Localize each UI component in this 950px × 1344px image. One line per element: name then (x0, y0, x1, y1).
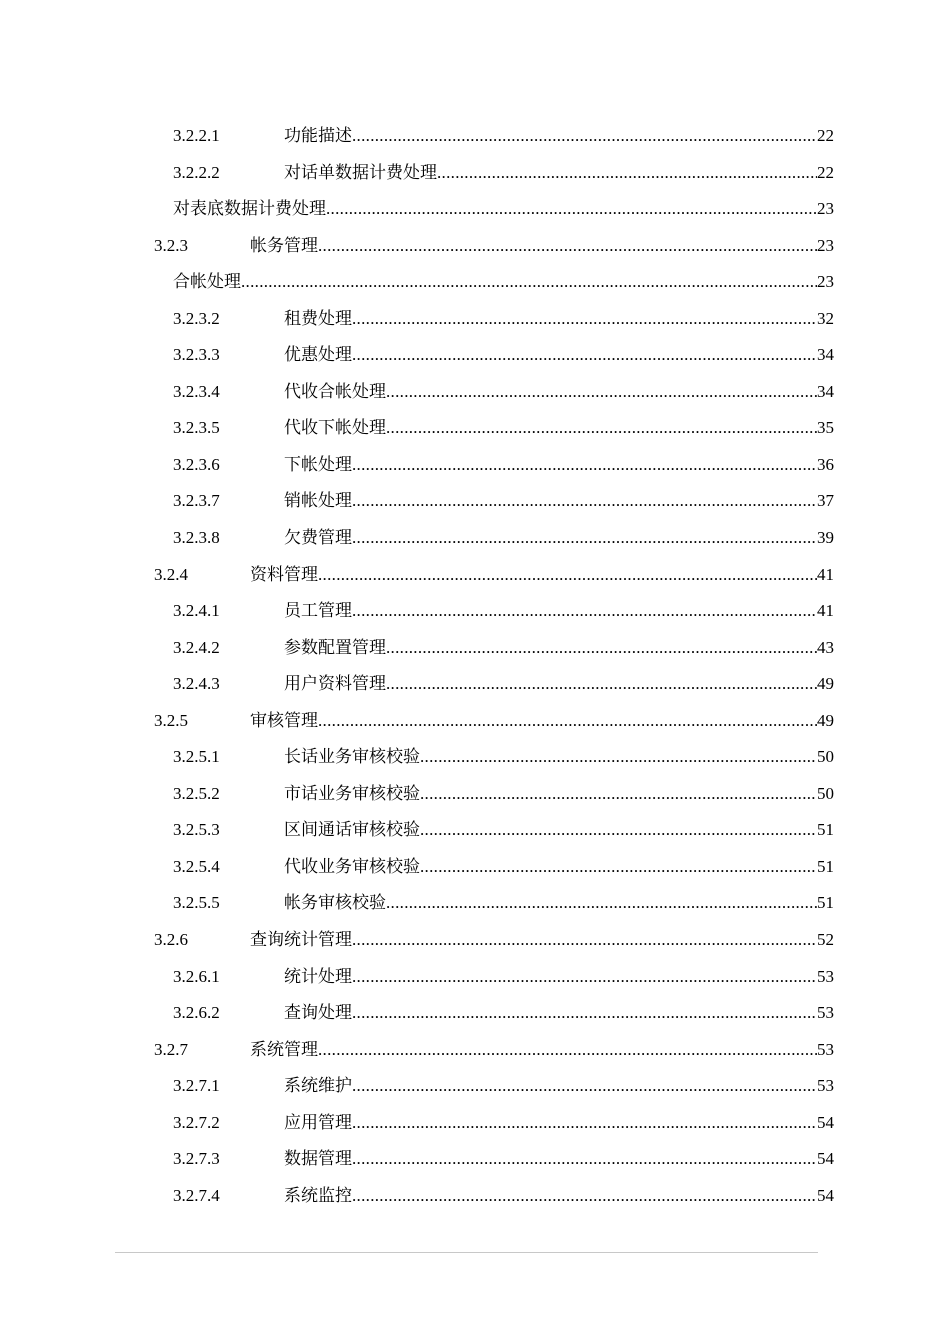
toc-leader-dots (352, 1141, 817, 1178)
toc-entry-page: 53 (817, 1003, 834, 1023)
toc-entry-page: 54 (817, 1112, 834, 1132)
toc-entry[interactable] (0, 1178, 950, 1215)
toc-leader-dots (352, 922, 817, 959)
toc-leader-dots (326, 191, 817, 228)
toc-entry-title: 系统维护 (284, 1076, 352, 1096)
toc-entry-page: 22 (817, 126, 834, 145)
toc-entry-page: 51 (817, 820, 834, 840)
toc-leader-dots (386, 666, 817, 703)
toc-entry-title: 统计处理 (284, 966, 352, 986)
toc-entry-page: 53 (817, 1039, 834, 1059)
toc-entry-title: 优惠处理 (284, 345, 352, 365)
toc-entry-title: 代收下帐处理 (284, 418, 386, 438)
toc-entry-title: 代收合帐处理 (284, 381, 386, 401)
toc-entry-page: 23 (817, 235, 834, 255)
toc-entry[interactable] (0, 922, 950, 959)
toc-entry[interactable] (0, 228, 950, 265)
toc-entry[interactable] (0, 337, 950, 374)
toc-entry-title: 查询处理 (284, 1003, 352, 1023)
toc-entry-title: 应用管理 (284, 1112, 352, 1132)
toc-leader-dots (352, 483, 817, 520)
toc-entry[interactable] (0, 155, 950, 192)
toc-entry-title: 欠费管理 (284, 528, 352, 548)
toc-leader-dots (318, 703, 817, 740)
toc-entry-title: 参数配置管理 (284, 637, 386, 657)
toc-entry[interactable] (0, 1032, 950, 1069)
footer-divider (115, 1252, 818, 1253)
toc-entry-number: 3.2.5.5 (173, 893, 220, 913)
toc-leader-dots (386, 630, 817, 667)
toc-entry-page: 32 (817, 308, 834, 328)
toc-leader-dots (352, 520, 817, 557)
toc-entry[interactable] (0, 191, 950, 228)
toc-entry-page: 39 (817, 528, 834, 548)
toc-entry[interactable] (0, 1141, 950, 1178)
toc-entry[interactable] (0, 849, 950, 886)
toc-entry[interactable] (0, 447, 950, 484)
toc-leader-dots (420, 849, 817, 886)
toc-entry-number: 3.2.7.3 (173, 1149, 220, 1169)
toc-entry-number: 3.2.5.4 (173, 856, 220, 876)
toc-entry-title: 用户资料管理 (284, 674, 386, 694)
toc-entry-number: 3.2.6.2 (173, 1003, 220, 1023)
toc-leader-dots (352, 118, 817, 155)
toc-entry[interactable] (0, 703, 950, 740)
toc-entry-title: 系统监控 (284, 1185, 352, 1205)
toc-entry[interactable] (0, 557, 950, 594)
toc-entry-number: 3.2.5 (154, 710, 188, 730)
toc-entry[interactable] (0, 995, 950, 1032)
toc-entry-title: 代收业务审核校验 (284, 856, 420, 876)
toc-entry-number: 3.2.6.1 (173, 966, 220, 986)
toc-leader-dots (420, 739, 817, 776)
toc-leader-dots (420, 776, 817, 813)
toc-entry-title: 对话单数据计费处理 (284, 162, 437, 182)
toc-entry-number: 3.2.3.3 (173, 345, 220, 365)
toc-leader-dots (352, 995, 817, 1032)
toc-entry-page: 34 (817, 381, 834, 401)
toc-entry-number: 3.2.5.1 (173, 747, 220, 767)
toc-entry-number: 3.2.3.5 (173, 418, 220, 438)
toc-entry[interactable] (0, 885, 950, 922)
toc-leader-dots (352, 447, 817, 484)
toc-entry-page: 49 (817, 674, 834, 694)
toc-entry[interactable] (0, 1068, 950, 1105)
toc-entry-page: 49 (817, 710, 834, 730)
toc-entry-number: 3.2.7 (154, 1039, 188, 1059)
toc-leader-dots (386, 374, 817, 411)
toc-leader-dots (420, 812, 817, 849)
table-of-contents (0, 118, 950, 1214)
toc-entry-page: 54 (817, 1149, 834, 1169)
toc-entry-title: 市话业务审核校验 (284, 783, 420, 803)
toc-leader-dots (318, 557, 817, 594)
toc-entry-title: 查询统计管理 (250, 930, 352, 950)
toc-entry-page: 36 (817, 454, 834, 474)
toc-entry-title: 帐务管理 (250, 235, 318, 255)
toc-entry[interactable] (0, 739, 950, 776)
toc-leader-dots (352, 593, 817, 630)
toc-entry[interactable] (0, 593, 950, 630)
toc-entry-number: 3.2.6 (154, 930, 188, 950)
toc-leader-dots (318, 1032, 817, 1069)
toc-entry-number: 3.2.3.7 (173, 491, 220, 511)
toc-entry-title: 员工管理 (284, 601, 352, 621)
toc-entry-page: 51 (817, 856, 834, 876)
toc-entry-title: 资料管理 (250, 564, 318, 584)
toc-entry[interactable] (0, 1105, 950, 1142)
toc-entry-number: 3.2.5.2 (173, 783, 220, 803)
toc-entry-page: 50 (817, 747, 834, 767)
toc-leader-dots (352, 1068, 817, 1105)
toc-entry[interactable] (0, 118, 950, 155)
toc-leader-dots (352, 301, 817, 338)
toc-entry-page: 53 (817, 966, 834, 986)
toc-entry-title: 对表底数据计费处理 (173, 199, 326, 219)
toc-entry-number: 3.2.7.1 (173, 1076, 220, 1096)
toc-entry[interactable] (0, 264, 950, 301)
toc-entry[interactable] (0, 410, 950, 447)
toc-entry-title: 数据管理 (284, 1149, 352, 1169)
toc-entry-number: 3.2.4.1 (173, 601, 220, 621)
toc-entry[interactable] (0, 630, 950, 667)
toc-leader-dots (318, 228, 817, 265)
toc-entry-page: 23 (817, 199, 834, 219)
toc-entry-title: 长话业务审核校验 (284, 747, 420, 767)
toc-entry-page: 41 (817, 564, 834, 584)
toc-entry[interactable] (0, 776, 950, 813)
toc-entry-title: 功能描述 (284, 126, 352, 145)
toc-entry-number: 3.2.3.2 (173, 308, 220, 328)
toc-leader-dots (352, 1105, 817, 1142)
toc-entry-page: 41 (817, 601, 834, 621)
toc-entry[interactable] (0, 959, 950, 996)
toc-entry-page: 53 (817, 1076, 834, 1096)
toc-entry-page: 52 (817, 930, 834, 950)
toc-entry[interactable] (0, 374, 950, 411)
toc-entry-page: 23 (817, 272, 834, 292)
toc-entry-number: 3.2.5.3 (173, 820, 220, 840)
toc-entry-title: 销帐处理 (284, 491, 352, 511)
toc-leader-dots (352, 959, 817, 996)
toc-leader-dots (437, 155, 817, 192)
toc-entry-page: 43 (817, 637, 834, 657)
toc-entry-number: 3.2.3.4 (173, 381, 220, 401)
toc-entry-page: 22 (817, 162, 834, 182)
toc-entry-page: 37 (817, 491, 834, 511)
toc-entry-page: 34 (817, 345, 834, 365)
toc-entry[interactable] (0, 520, 950, 557)
toc-leader-dots (386, 410, 817, 447)
toc-entry-title: 审核管理 (250, 710, 318, 730)
toc-entry[interactable] (0, 301, 950, 338)
toc-entry-page: 54 (817, 1185, 834, 1205)
toc-entry-page: 35 (817, 418, 834, 438)
toc-entry-title: 下帐处理 (284, 454, 352, 474)
toc-entry-page: 51 (817, 893, 834, 913)
toc-entry-number: 3.2.4 (154, 564, 188, 584)
toc-leader-dots (386, 885, 817, 922)
toc-entry-title: 帐务审核校验 (284, 893, 386, 913)
toc-entry-number: 3.2.2.2 (173, 162, 220, 182)
toc-entry-number: 3.2.3.6 (173, 454, 220, 474)
toc-entry[interactable] (0, 666, 950, 703)
toc-entry-number: 3.2.7.4 (173, 1185, 220, 1205)
toc-entry-number: 3.2.7.2 (173, 1112, 220, 1132)
toc-leader-dots (241, 264, 817, 301)
toc-entry-page: 50 (817, 783, 834, 803)
toc-entry-number: 3.2.3.8 (173, 528, 220, 548)
toc-entry-number: 3.2.3 (154, 235, 188, 255)
toc-entry-title: 系统管理 (250, 1039, 318, 1059)
toc-leader-dots (352, 337, 817, 374)
toc-entry-number: 3.2.4.3 (173, 674, 220, 694)
toc-entry-title: 区间通话审核校验 (284, 820, 420, 840)
toc-entry-title: 合帐处理 (173, 272, 241, 292)
toc-leader-dots (352, 1178, 817, 1215)
toc-entry-title: 租费处理 (284, 308, 352, 328)
toc-entry-number: 3.2.4.2 (173, 637, 220, 657)
toc-entry-number: 3.2.2.1 (173, 126, 220, 145)
toc-entry[interactable] (0, 812, 950, 849)
toc-entry[interactable] (0, 483, 950, 520)
